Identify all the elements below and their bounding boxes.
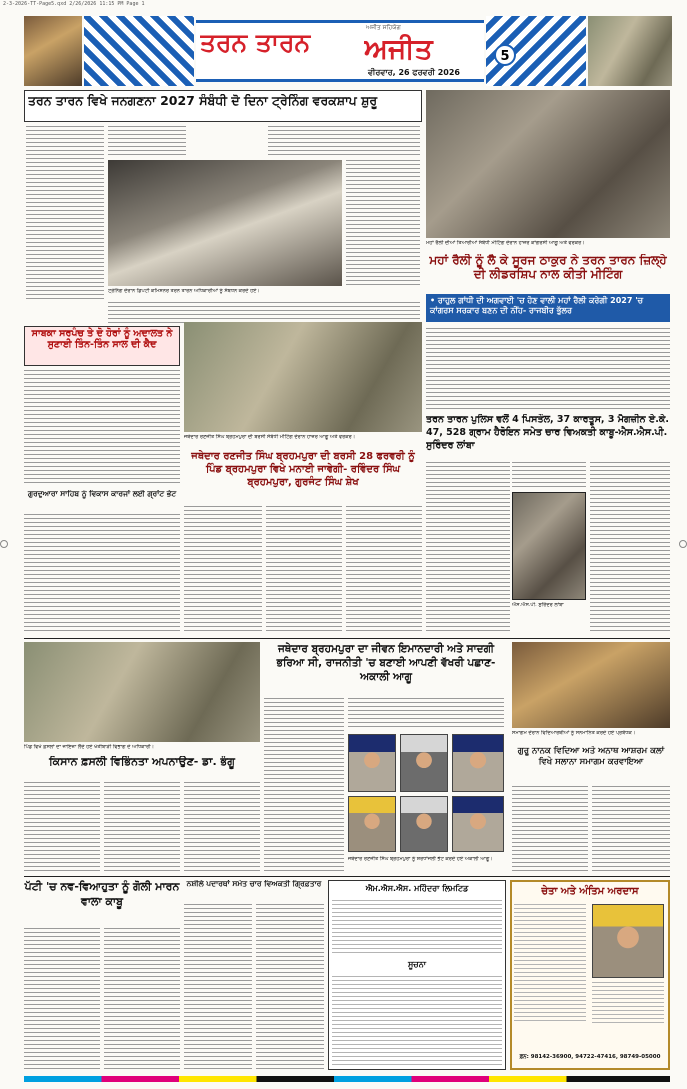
school-caption: ਸਮਾਗਮ ਦੌਰਾਨ ਵਿਦਿਆਰਥੀਆਂ ਨੂੰ ਸਨਮਾਨਿਤ ਕਰਦੇ ਹੋਏ ਪ੍ਰਬੰਧਕ।: [512, 730, 636, 736]
brahmpura-headline-text: ਜਥੇਦਾਰ ਰਣਜੀਤ ਸਿੰਘ ਬ੍ਰਹਮਪੁਰਾ ਦੀ ਬਰਸੀ 28 ਫਰਵਰੀ ਨੂੰ ਪਿੰਡ ਬ੍ਰਹਮਪੁਰਾ ਵਿਖੇ ਮਨਾਈ ਜਾਵੇਗੀ- ਰਵਿੰਦਰ ਸਿੰਘ ਬ੍ਰਹਮਪੁਰਾ, ਗੁਰਜੰਟ ਸਿੰਘ ਸ਼ੇਖ: [191, 451, 415, 488]
police-text-col-2: [590, 462, 670, 634]
school-headline-text: ਗੁਰੂ ਨਾਨਕ ਵਿਦਿਆ ਅਤੇ ਅਨਾਥ ਆਸ਼ਰਮ ਕਲਾਂ ਵਿਖੇ ਸਲਾਨਾ ਸਮਾਗਮ ਕਰਵਾਇਆ: [517, 746, 665, 768]
census-caption: ਟ੍ਰੇਨਿੰਗ ਦੌਰਾਨ ਡਿਪਟੀ ਕਮਿਸ਼ਨਰ ਤਰਨ ਤਾਰਨ ਅਧਿਕਾਰੀਆਂ ਨੂੰ ਸੰਬੋਧਨ ਕਰਦੇ ਹੋਏ।: [108, 288, 260, 294]
portrait-3: [452, 734, 504, 792]
masthead-date: ਵੀਰਵਾਰ, 26 ਫਰਵਰੀ 2026: [368, 68, 460, 77]
police-headline-text: ਤਰਨ ਤਾਰਨ ਪੁਲਿਸ ਵਲੋਂ 4 ਪਿਸਤੌਲ, 37 ਕਾਰਤੂਸ, 3 ਮੈਗਜ਼ੀਨ ਏ.ਕੇ. 47, 528 ਗ੍ਰਾਮ ਹੈਰੋਇਨ ਸਮੇਤ ਚਾਰ ਵਿਅਕਤੀ ਕਾਬੂ-ਐਸ.ਐਸ.ਪੀ. ਸੁਰਿੰਦਰ ਲਾਂਬਾ: [426, 414, 669, 451]
census-headline: [28, 94, 418, 118]
farmers-text-col-1: [24, 782, 100, 872]
census-text-col-3: [268, 126, 420, 156]
farmers-headline-text: ਕਿਸਾਨ ਫ਼ਸਲੀ ਵਿਭਿੰਨਤਾ ਅਪਨਾਉਣ- ਡਾ. ਭੰਗੂ: [49, 756, 235, 768]
brahmpura-text-col-3: [346, 506, 422, 634]
registration-mark-right: [679, 540, 687, 548]
farmers-caption: ਪਿੰਡ ਵਿਖੇ ਫ਼ਸਲਾਂ ਦਾ ਜਾਇਜ਼ਾ ਲੈਂਦੇ ਹੋਏ ਖੇਤੀਬਾੜੀ ਵਿਭਾਗ ਦੇ ਅਧਿਕਾਰੀ।: [24, 744, 154, 750]
farmers-headline-box: [24, 756, 260, 778]
masthead-pattern-left: [84, 16, 194, 86]
patti-text-col-2: [104, 928, 180, 1070]
rally-text: [426, 328, 670, 410]
farmers-text-col-3: [184, 782, 260, 872]
masthead-district: ਤਰਨ ਤਾਰਨ: [200, 28, 311, 57]
school-text-col-1: [512, 786, 588, 874]
drugs-text-col-1: [184, 904, 252, 1070]
divider-lower: [24, 876, 670, 877]
jeevan-caption: ਜਥੇਦਾਰ ਰਣਜੀਤ ਸਿੰਘ ਬ੍ਰਹਮਪੁਰਾ ਨੂੰ ਸ਼ਰਧਾਂਜਲੀ ਭੇਟ ਕਰਦੇ ਹੋਏ ਅਕਾਲੀ ਆਗੂ।: [348, 856, 493, 862]
farmers-text-col-2: [104, 782, 180, 872]
police-text-col-1: [426, 462, 510, 634]
gurdwara-headline-box: [24, 490, 180, 510]
condolence-portrait: [592, 904, 664, 978]
census-text-col-4: [346, 160, 420, 286]
divider-mid: [24, 638, 670, 639]
condolence-text-left: [514, 904, 586, 1024]
sarpanch-text: [24, 370, 180, 486]
condolence-heading: ਚੇਤਾ ਅਤੇ ਅੰਤਿਮ ਅਰਦਾਸ: [541, 886, 639, 897]
brahmpura-text-col-2: [266, 506, 342, 634]
drugs-text-col-2: [256, 904, 324, 1070]
patti-text-col-1: [24, 928, 100, 1070]
page-number-badge: [494, 44, 516, 66]
census-photo: [108, 160, 342, 286]
jeevan-headline-text: ਜਥੇਦਾਰ ਬ੍ਰਹਮਪੁਰਾ ਦਾ ਜੀਵਨ ਇਮਾਨਦਾਰੀ ਅਤੇ ਸਾਦਗੀ ਭਰਿਆ ਸੀ, ਰਾਜਨੀਤੀ 'ਚ ਬਣਾਈ ਆਪਣੀ ਵੱਖਰੀ ਪਛਾਣ-ਅਕਾਲੀ ਆਗੂ: [276, 643, 496, 684]
rally-photo: [426, 90, 670, 238]
jeevan-headline-box: [264, 642, 508, 694]
portrait-2: [400, 734, 448, 792]
jeevan-text-col-1: [264, 698, 344, 874]
rally-headline-text: ਮਹਾਂ ਰੈਲੀ ਨੂੰ ਲੈ ਕੇ ਸੂਰਜ ਠਾਕੁਰ ਨੇ ਤਰਨ ਤਾਰਨ ਜ਼ਿਲ੍ਹੇ ਦੀ ਲੀਡਰਸ਼ਿਪ ਨਾਲ ਕੀਤੀ ਮੀਟਿੰਗ: [429, 254, 667, 281]
portrait-4: [348, 796, 396, 852]
file-info-line: 2-3-2026-TT-Page5.qxd 2/26/2026 11:15 PM Page 1: [3, 1, 145, 7]
page-number: 5: [500, 49, 510, 64]
ms-ad-title: ਐਮ.ਐਸ.ਐਸ. ਮਹਿੰਦਰਾ ਲਿਮਟਿਡ: [365, 884, 469, 893]
rally-caption: ਮਹਾਂ ਰੈਲੀ ਦੀਆਂ ਤਿਆਰੀਆਂ ਸੰਬੰਧੀ ਮੀਟਿੰਗ ਦੌਰਾਨ ਹਾਜ਼ਰ ਕਾਂਗਰਸੀ ਆਗੂ ਅਤੇ ਵਰਕਰ।: [426, 240, 585, 246]
rally-headline-box: [426, 254, 670, 290]
ms-ad-text-1: [332, 900, 502, 956]
ms-ad-text-2: [332, 976, 502, 1066]
drugs-headline-box: [184, 880, 324, 900]
police-photo-caption: ਐਸ.ਐਸ.ਪੀ. ਸੁਰਿੰਦਰ ਲਾਂਬਾ: [512, 602, 564, 608]
school-photo: [512, 642, 670, 728]
registration-mark-left: [0, 540, 8, 548]
gurdwara-headline-text: ਗੁਰਦੁਆਰਾ ਸਾਹਿਬ ਨੂੰ ਵਿਕਾਸ ਕਾਰਜਾਂ ਲਈ ਗ੍ਰਾਂਟ ਭੇਟ: [27, 490, 177, 498]
ms-ad-footer: ਸੂਚਨਾ: [407, 960, 426, 969]
condolence-text-right: [592, 982, 664, 1024]
police-ssp-photo: [512, 492, 586, 600]
portrait-6: [452, 796, 504, 852]
masthead-brand: ਅਜੀਤ: [364, 32, 433, 65]
patti-headline-box: [24, 880, 180, 924]
sarpanch-headline-text: ਸਾਬਕਾ ਸਰਪੰਚ ਤੇ ਦੋ ਹੋਰਾਂ ਨੂੰ ਅਦਾਲਤ ਨੇ ਸੁਣਾਈ ਤਿੰਨ-ਤਿੰਨ ਸਾਲ ਦੀ ਕੈਦ: [31, 328, 173, 350]
census-text-col-1: [26, 126, 104, 301]
patti-headline-text: ਪੱਟੀ 'ਚ ਨਵ-ਵਿਆਹੁਤਾ ਨੂੰ ਗੋਲੀ ਮਾਰਨ ਵਾਲਾ ਕਾਬੂ: [24, 880, 180, 908]
drugs-headline-text: ਨਸ਼ੀਲੇ ਪਦਾਰਥਾਂ ਸਮੇਤ ਚਾਰ ਵਿਅਕਤੀ ਗ੍ਰਿਫ਼ਤਾਰ: [186, 880, 322, 888]
portrait-5: [400, 796, 448, 852]
sarpanch-headline-box: [24, 326, 180, 366]
school-text-col-2: [592, 786, 670, 874]
brahmpura-headline-box: [184, 450, 422, 502]
group-photo-caption: ਜਥੇਦਾਰ ਰਣਜੀਤ ਸਿੰਘ ਬ੍ਰਹਮਪੁਰਾ ਦੀ ਬਰਸੀ ਸੰਬੰਧੀ ਮੀਟਿੰਗ ਦੌਰਾਨ ਹਾਜ਼ਰ ਆਗੂ ਅਤੇ ਵਰਕਰ।: [184, 434, 356, 440]
gurdwara-text: [24, 514, 180, 634]
masthead-brand-label: ਅਜੀਤ ਸਹਿਯੋਗ: [366, 24, 401, 31]
portrait-1: [348, 734, 396, 792]
jeevan-text-top: [348, 698, 504, 730]
color-registration-bar: [24, 1076, 670, 1082]
rally-kicker-text: • ਰਾਹੁਲ ਗਾਂਧੀ ਦੀ ਅਗਵਾਈ 'ਚ ਹੋਣ ਵਾਲੀ ਮਹਾਂ ਰੈਲੀ ਕਰੇਗੀ 2027 'ਚ ਕਾਂਗਰਸ ਸਰਕਾਰ ਬਣਨ ਦੀ ਨੀਂਹ- ਰਾਜਬੀਰ ਭੁੱਲਰ: [430, 296, 644, 315]
census-text-col-2: [108, 126, 186, 156]
group-photo: [184, 322, 422, 432]
brahmpura-text-col-1: [184, 506, 262, 634]
masthead-golden-temple-photo: [24, 16, 82, 86]
condolence-phones: ਫ਼ੋਨ: 98142-36900, 94722-47416, 98749-05000: [519, 1054, 661, 1060]
rally-kicker: [426, 294, 670, 322]
farmers-photo: [24, 642, 260, 742]
masthead-building-photo: [588, 16, 672, 86]
police-text-top: [512, 462, 586, 488]
school-headline-box: [512, 746, 670, 782]
census-headline-text: ਤਰਨ ਤਾਰਨ ਵਿਖੇ ਜਨਗਣਨਾ 2027 ਸੰਬੰਧੀ ਦੋ ਦਿਨਾ ਟ੍ਰੇਨਿੰਗ ਵਰਕਸ਼ਾਪ ਸ਼ੁਰੂ: [28, 94, 378, 108]
police-headline-box: [426, 414, 670, 458]
